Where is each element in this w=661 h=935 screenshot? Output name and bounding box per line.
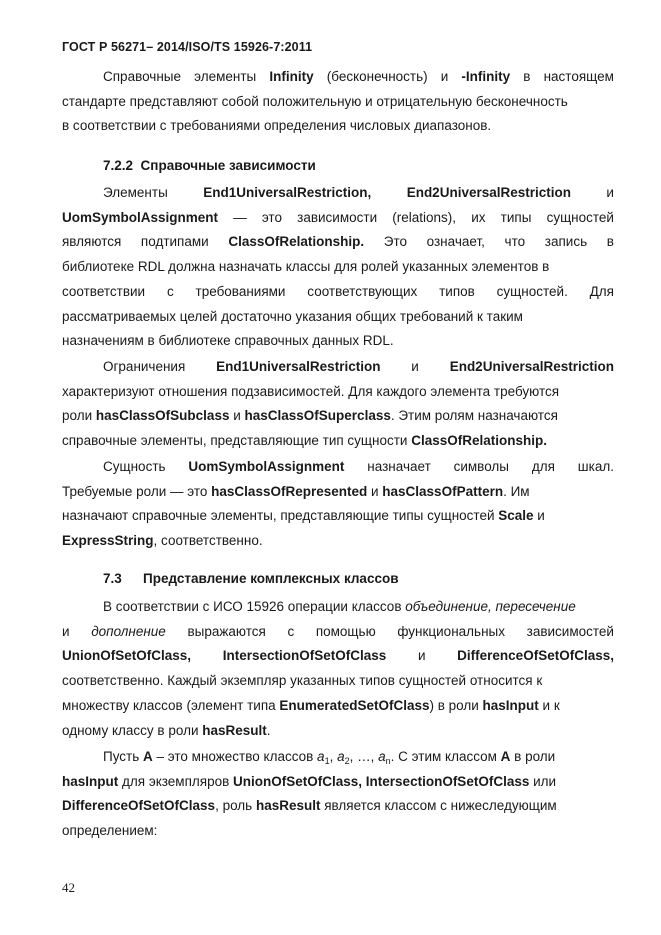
section-heading-7-3: 7.3 Представление комплексных классов — [103, 571, 399, 586]
text-line: одному классу в роли hasResult. — [62, 722, 271, 738]
paragraph-restrictions — [62, 355, 614, 454]
text-line: множеству классов (элемент типа EnumeratedSetOfClass) в роли hasInput и к — [62, 697, 560, 713]
paragraph-set-a — [62, 745, 614, 844]
text-line: роли hasClassOfSubclass и hasClassOfSuperclass. Этим ролям назначаются — [62, 408, 558, 424]
section-heading-7-2-2: 7.2.2 Справочные зависимости — [103, 158, 316, 173]
text-line: соответствии с требованиями соответствующих типов сущностей. Для — [62, 283, 614, 299]
text-line: UnionOfSetOfClass, IntersectionOfSetOfClass и DifferenceOfSetOfClass, — [62, 648, 614, 664]
text-line: рассматриваемых целей достаточно указания общих требований к таким — [62, 308, 523, 324]
text-line: стандарте представляют собой положительную и отрицательную бесконечность — [62, 93, 568, 109]
text-line: являются подтипами ClassOfRelationship. Это означает, что запись в — [62, 234, 614, 250]
text-line: DifferenceOfSetOfClass, роль hasResult является классом с нижеследующим — [62, 798, 557, 814]
text-line: и дополнение выражаются с помощью функциональных зависимостей — [62, 623, 614, 639]
text-line: назначениям в библиотеке справочных данных RDL. — [62, 333, 394, 349]
text-line: В соответствии с ИСО 15926 операции классов объединение, пересечение — [103, 599, 576, 614]
text-line: в соответствии с требованиями определения числовых диапазонов. — [62, 118, 492, 134]
document-header: ГОСТ Р 56271– 2014/ISO/TS 15926-7:2011 — [62, 40, 313, 54]
paragraph-uom-symbol — [62, 455, 614, 554]
text-line: ExpressString, соответственно. — [62, 533, 263, 549]
text-line: характеризуют отношения подзависимостей. Для каждого элемента требуются — [62, 383, 560, 399]
text-line: UomSymbolAssignment — это зависимости (relations), их типы сущностей — [62, 209, 614, 225]
text-line: Элементы End1UniversalRestriction, End2UniversalRestriction и — [103, 185, 614, 200]
text-line: справочные элементы, представляющие тип сущности ClassOfRelationship. — [62, 433, 548, 449]
text-line: hasInput для экземпляров UnionOfSetOfClass, IntersectionOfSetOfClass или — [62, 773, 557, 789]
text-line: Ограничения End1UniversalRestriction и End2UniversalRestriction — [103, 359, 614, 374]
text-line: соответственно. Каждый экземпляр указанных типов сущностей относится к — [62, 673, 543, 689]
text-line: Требуемые роли — это hasClassOfRepresented и hasClassOfPattern. Им — [62, 483, 530, 499]
page-number: 42 — [62, 880, 75, 895]
paragraph-infinity — [62, 65, 614, 139]
paragraph-reference-relations — [62, 181, 614, 354]
paragraph-complex-classes — [62, 595, 614, 743]
text-line: назначают справочные элементы, представляющие типы сущностей Scale и — [62, 508, 545, 524]
text-line: Пусть A – это множество классов $a_1$, $a_2$, …, $a_n$. С этим классом A в роли — [103, 749, 556, 766]
text-line: библиотеке RDL должна назначать классы для ролей указанных элементов в — [62, 259, 550, 275]
text-line: Справочные элементы Infinity (бесконечность) и -Infinity в настоящем — [103, 69, 614, 84]
text-line: Сущность UomSymbolAssignment назначает символы для шкал. — [103, 459, 614, 474]
text-line: определением: — [62, 823, 158, 839]
